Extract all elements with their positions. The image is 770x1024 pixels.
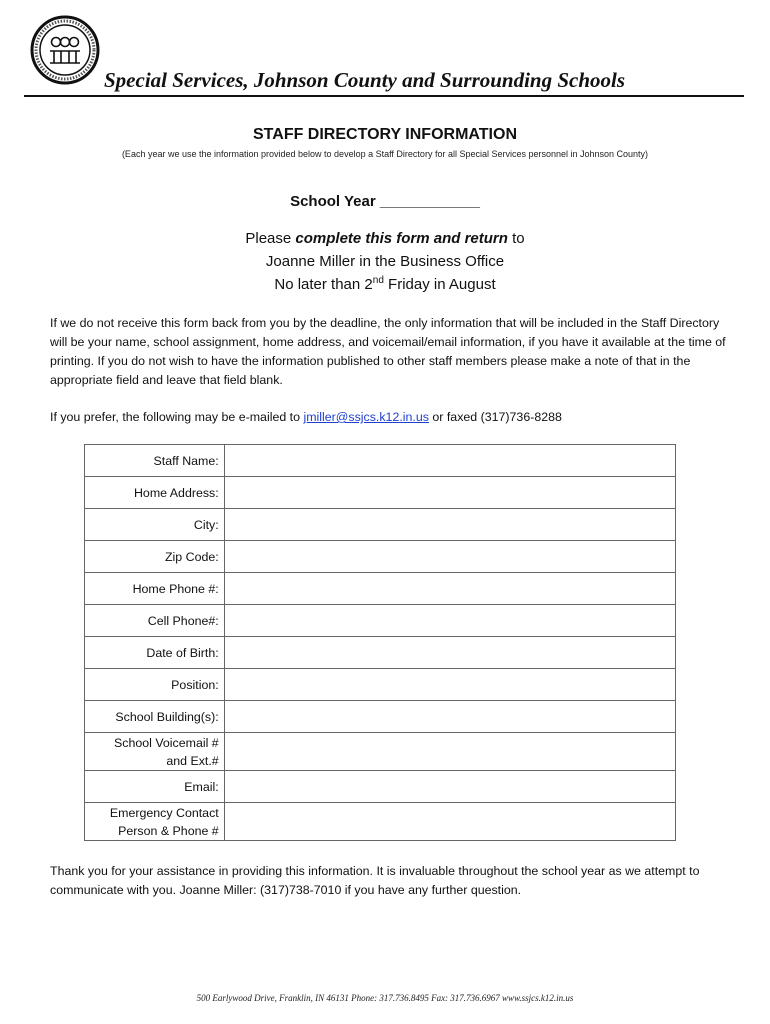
table-row	[85, 541, 676, 573]
date-of-birth-field[interactable]	[224, 637, 675, 669]
instruction-text: to	[507, 230, 525, 247]
email-link[interactable]: jmiller@ssjcs.k12.in.us	[303, 410, 429, 424]
field-label: Email:	[85, 771, 225, 803]
home-phone-field[interactable]	[224, 573, 675, 605]
header-title: Special Services, Johnson County and Surrounding Schools	[104, 68, 626, 92]
footer-address: 500 Earlywood Drive, Franklin, IN 46131 Phone: 317.736.8495 Fax: 317.736.6967 www.ssjcs.k12.in.us	[196, 993, 574, 1003]
school-year-field[interactable]: School Year ____________	[290, 193, 480, 210]
table-row	[85, 771, 676, 803]
city-field[interactable]	[224, 509, 675, 541]
table-row	[85, 733, 676, 771]
zip-code-field[interactable]	[224, 541, 675, 573]
thank-you-paragraph: Thank you for your assistance in providing this information. It is invaluable throughout the school year as we attempt to communicate with you. Joanne Miller: (317)738-7010 if you have any further question.	[50, 864, 700, 897]
email-field[interactable]	[224, 771, 675, 803]
submission-paragraph	[50, 408, 730, 427]
form-subtitle: (Each year we use the information provided below to develop a Staff Directory for all Special Services personnel in Johnson County)	[121, 149, 649, 159]
school-seal-logo-icon	[30, 15, 100, 85]
table-row	[85, 669, 676, 701]
field-label: Home Address:	[85, 477, 225, 509]
field-label: School Building(s):	[85, 701, 225, 733]
field-label: Emergency Contact Person & Phone #	[85, 803, 225, 841]
position-field[interactable]	[224, 669, 675, 701]
table-row	[85, 605, 676, 637]
field-label: Zip Code:	[85, 541, 225, 573]
header-divider	[24, 95, 744, 97]
table-row	[85, 445, 676, 477]
cell-phone-field[interactable]	[224, 605, 675, 637]
school-voicemail-field[interactable]	[224, 733, 675, 771]
instruction-line-2: Joanne Miller in the Business Office	[265, 253, 505, 270]
table-row	[85, 509, 676, 541]
school-building-field[interactable]	[224, 701, 675, 733]
table-row	[85, 573, 676, 605]
field-label: Cell Phone#:	[85, 605, 225, 637]
deadline-paragraph: If we do not receive this form back from you by the deadline, the only information that will be included in the Staff Directory will be your name, school assignment, home address, and voicemail/email information, if you have it available at the time of printing. If you do not wish to have the information published to other staff members please make a note of that in the appropriate field and leave that field blank.	[50, 316, 726, 387]
field-label: Date of Birth:	[85, 637, 225, 669]
instruction-text: Please	[245, 230, 296, 247]
instruction-text: Friday in August	[383, 276, 496, 293]
field-label: Staff Name:	[85, 445, 225, 477]
field-label: Home Phone #:	[85, 573, 225, 605]
staff-directory-table	[84, 444, 676, 841]
staff-name-field[interactable]	[224, 445, 675, 477]
instruction-text: No later than 2	[274, 276, 373, 293]
emergency-contact-field[interactable]	[224, 803, 675, 841]
instruction-emphasis: complete this form and return	[295, 230, 508, 247]
table-row	[85, 701, 676, 733]
field-label: City:	[85, 509, 225, 541]
table-row	[85, 637, 676, 669]
table-row	[85, 477, 676, 509]
table-row	[85, 803, 676, 841]
submission-text: If you prefer, the following may be e-mailed to	[50, 410, 304, 424]
ordinal-suffix: nd	[372, 275, 384, 286]
home-address-field[interactable]	[224, 477, 675, 509]
form-title: STAFF DIRECTORY INFORMATION	[253, 126, 517, 143]
field-label: Position:	[85, 669, 225, 701]
instruction-line-1	[0, 230, 770, 247]
submission-text: or faxed (317)736-8288	[428, 410, 562, 424]
instruction-line-3	[0, 275, 770, 293]
field-label: School Voicemail # and Ext.#	[85, 733, 225, 771]
